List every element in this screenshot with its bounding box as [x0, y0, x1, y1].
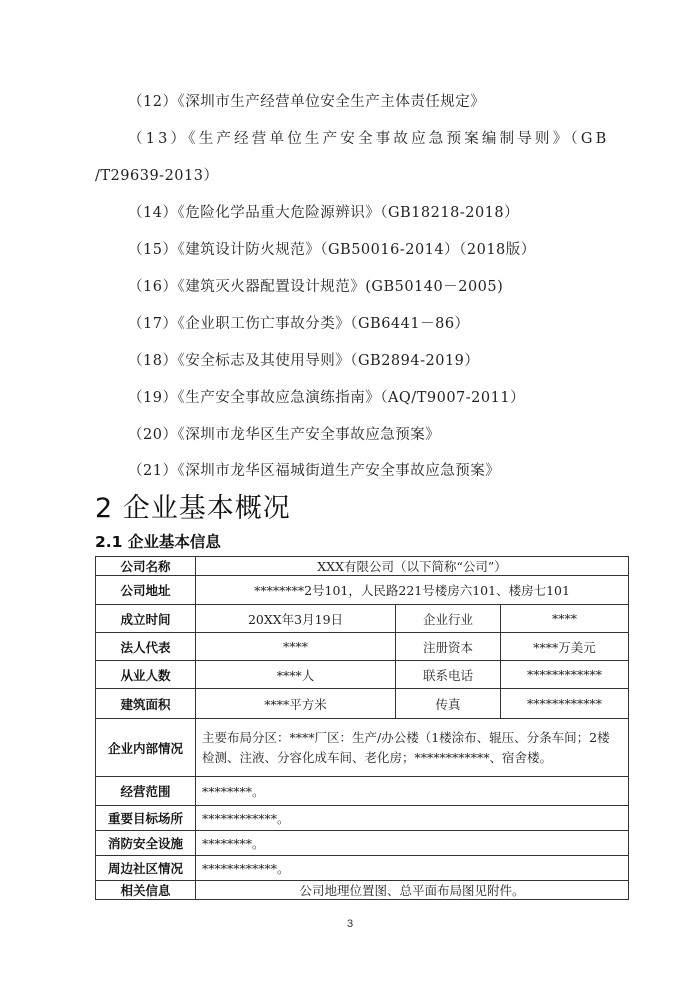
community-label: 周边社区情况: [96, 856, 196, 881]
table-row: [96, 831, 629, 856]
table-row: [96, 881, 629, 900]
reference-13-continuation: /T29639-2013）: [95, 168, 219, 184]
address-label: 公司地址: [96, 576, 196, 605]
staff-value: ****人: [196, 661, 396, 689]
founded-label: 成立时间: [96, 605, 196, 633]
reference-21: （21）《深圳市龙华区福城街道生产安全事故应急预案》: [128, 463, 501, 479]
fax-value: ************: [501, 689, 629, 719]
legal-rep-value: ****: [196, 633, 396, 661]
phone-value: ************: [501, 661, 629, 689]
reference-12: （12）《深圳市生产经营单位安全生产主体责任规定》: [128, 94, 486, 110]
key-targets-value: ************。: [196, 806, 629, 831]
table-row: [96, 806, 629, 831]
internal-situation-value: 主要布局分区：****厂区：生产/办公楼（1楼涂布、辊压、分条车间；2楼检测、注液、分容化成车间、老化房；************、宿舍楼。: [196, 719, 629, 777]
section-heading: 2 企业基本概况: [95, 493, 291, 524]
reference-13: （13）《生产经营单位生产安全事故应急预案编制导则》（GB: [128, 131, 610, 147]
reference-20: （20）《深圳市龙华区生产安全事故应急预案》: [128, 427, 441, 443]
capital-value: ****万美元: [501, 633, 629, 661]
internal-situation-label: 企业内部情况: [96, 719, 196, 777]
company-name-label: 公司名称: [96, 557, 196, 576]
table-row: [96, 633, 629, 661]
table-row: [96, 719, 629, 777]
subsection-heading: 2.1 企业基本信息: [95, 533, 221, 551]
industry-label: 企业行业: [396, 605, 501, 633]
reference-14: （14）《危险化学品重大危险源辨识》（GB18218-2018）: [128, 205, 520, 221]
reference-19: （19）《生产安全事故应急演练指南》（AQ/T9007-2011）: [128, 390, 526, 406]
business-scope-value: ********。: [196, 777, 629, 806]
reference-18: （18）《安全标志及其使用导则》（GB2894-2019）: [128, 353, 480, 369]
related-info-label: 相关信息: [96, 881, 196, 900]
building-area-value: ****平方米: [196, 689, 396, 719]
related-info-value: 公司地理位置图、总平面布局图见附件。: [196, 881, 629, 900]
building-area-label: 建筑面积: [96, 689, 196, 719]
table-row: [96, 661, 629, 689]
reference-15: （15）《建筑设计防火规范》（GB50016-2014）（2018版）: [128, 242, 536, 258]
fire-facilities-label: 消防安全设施: [96, 831, 196, 856]
fire-facilities-value: ********。: [196, 831, 629, 856]
industry-value: ****: [501, 605, 629, 633]
business-scope-label: 经营范围: [96, 777, 196, 806]
reference-17: （17）《企业职工伤亡事故分类》（GB6441－86）: [128, 316, 470, 332]
table-row: [96, 557, 629, 576]
phone-label: 联系电话: [396, 661, 501, 689]
reference-16: （16）《建筑灭火器配置设计规范》(GB50140－2005): [128, 279, 504, 295]
table-row: [96, 689, 629, 719]
table-row: [96, 777, 629, 806]
staff-label: 从业人数: [96, 661, 196, 689]
table-row: [96, 576, 629, 605]
legal-rep-label: 法人代表: [96, 633, 196, 661]
key-targets-label: 重要目标场所: [96, 806, 196, 831]
fax-label: 传真: [396, 689, 501, 719]
community-value: ************。: [196, 856, 629, 881]
company-info-table: [95, 556, 629, 900]
table-row: [96, 856, 629, 881]
founded-value: 20XX年3月19日: [196, 605, 396, 633]
page-number: 3: [346, 918, 354, 930]
table-row: [96, 605, 629, 633]
address-value: ********2号101，人民路221号楼房六101、楼房七101: [196, 576, 629, 605]
capital-label: 注册资本: [396, 633, 501, 661]
company-name-value: XXX有限公司（以下简称“公司”）: [196, 557, 629, 576]
